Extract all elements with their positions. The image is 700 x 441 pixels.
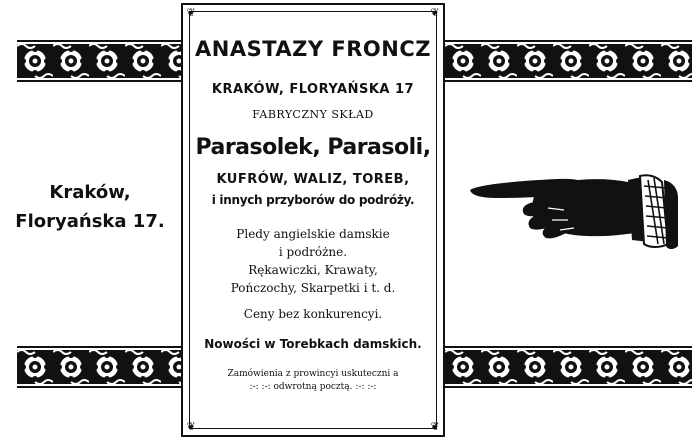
corner-fleuron-icon: ❦: [430, 420, 440, 433]
prices-note: Ceny bez konkurencyi.: [243, 307, 383, 321]
products-main: Parasolek, Parasoli,: [195, 135, 431, 160]
ornament-band-top-left: [17, 40, 181, 82]
side-address-city: Kraków,: [49, 182, 131, 203]
shop-type: FABRYCZNY SKŁAD: [252, 108, 374, 121]
goods-line-1: Pledy angielskie damskie: [236, 227, 390, 241]
goods-line-3: Rękawiczki, Krawaty,: [248, 263, 378, 277]
advert-frame: [181, 3, 445, 437]
floral-border-icon: [445, 40, 692, 82]
side-address-street: Floryańska 17.: [15, 211, 165, 232]
corner-fleuron-icon: ❦: [186, 420, 196, 433]
orders-line-1: Zamówienia z prowincyi uskuteczni a: [227, 369, 399, 379]
goods-line-2: i podróżne.: [278, 245, 348, 259]
advert-inner-border: [189, 11, 437, 429]
owner-address: KRAKÓW, FLORYAŃSKA 17: [211, 82, 415, 97]
corner-fleuron-icon: ❦: [430, 6, 440, 19]
ornament-band-bottom-right: [445, 346, 692, 388]
ornament-band-top-right: [445, 40, 692, 82]
owner-name: ANASTAZY FRONCZ: [195, 37, 431, 61]
pointing-hand-icon: [468, 168, 680, 256]
floral-border-icon: [445, 346, 692, 388]
orders-line-2: :-: :-: odwrotną pocztą. :-: :-:: [249, 382, 377, 392]
goods-line-4: Pończochy, Skarpetki i t. d.: [230, 281, 396, 295]
ornament-band-bottom-left: [17, 346, 181, 388]
products-tertiary: i innych przyborów do podróży.: [211, 193, 415, 207]
side-address: [14, 178, 166, 236]
floral-border-icon: [17, 40, 181, 82]
floral-border-icon: [17, 346, 181, 388]
novelties-note: Nowości w Torebkach damskich.: [204, 337, 422, 351]
products-secondary: KUFRÓW, WALIZ, TOREB,: [216, 172, 410, 187]
corner-fleuron-icon: ❦: [186, 6, 196, 19]
